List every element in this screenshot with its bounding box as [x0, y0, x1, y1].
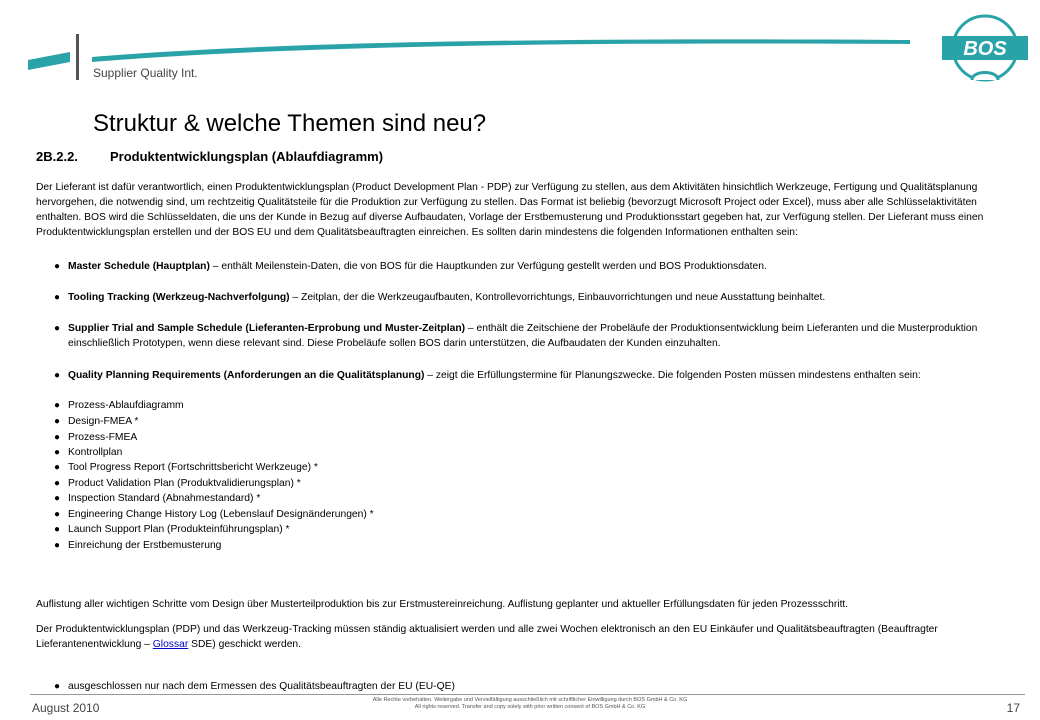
bullet-text: – Zeitplan, der die Werkzeugaufbauten, Kontrollevorrichtungs, Einbauvorrichtungen und neue Ausstattung beinhaltet. [289, 292, 826, 303]
bullet-dot: ● [54, 261, 61, 272]
intro-line: Produktentwicklungsplan erstellen und der BOS EU und dem Qualitätsbeauftragten einreichen. Es sollten darin mindestens die folgenden Informationen enthalten sein: [36, 227, 798, 238]
intro-paragraph [36, 180, 1021, 240]
bullet-text: – zeigt die Erfüllungstermine für Planungszwecke. Die folgenden Posten müssen mindestens enthalten sein: [424, 370, 921, 381]
bullet-dot: ● [54, 370, 61, 381]
rights-en: All rights reserved. Transfer and copy solely with prior written consent of BOS GmbH & Co. KG [414, 704, 646, 710]
bullet-dot: ● [54, 681, 61, 692]
update-line: Der Produktentwicklungsplan (PDP) und das Werkzeug-Tracking müssen ständig aktualisiert werden und alle zwei Wochen elektronisch an den EU Einkäufer und Qualitätsbeauftragten (Beauftragter [36, 624, 938, 635]
update-line-pre: Lieferantenentwicklung – [36, 639, 153, 650]
intro-line: hervorgehen, die notwendig sind, um rechtzeitig Qualitätsteile für die Produktion zur Verfügung zu stellen. Das Format ist beliebig (bevorzugt Microsoft Project oder Excel), muss aber alle Schlüsselaktivitäten [36, 197, 977, 208]
footer-rights [290, 697, 770, 711]
intro-line: Der Lieferant ist dafür verantwortlich, einen Produktentwicklungsplan (Product Development Plan - PDP) zur Verfügung zu stellen, aus dem Aktivitäten hinsichtlich Werkzeuge, Fertigung und Qualitätsplanung [36, 182, 978, 193]
glossar-link[interactable]: Glossar [152, 639, 189, 650]
bullet-text: – enthält Meilenstein-Daten, die von BOS für die Hauptkunden zur Verfügung gestellt werden und BOS Produktionsdaten. [209, 261, 767, 272]
footer-date: August 2010 [32, 701, 100, 715]
update-line-post: SDE) geschickt werden. [188, 639, 302, 650]
section-heading-text: Produktentwicklungsplan (Ablaufdiagramm) [110, 149, 384, 164]
listing-paragraph: Auflistung aller wichtigen Schritte vom Design über Musterteilproduktion bis zur Erstmustereinreichung. Auflistung geplanter und aktueller Erfüllungsdaten für jeden Prozessschritt. [36, 599, 849, 610]
bullet-text-cont: einschließlich Prototypen, wenn diese relevant sind. Diese Probeläufe sollen BOS darin unterstützen, die Aufbaudaten der Kunden einzuhalten. [68, 338, 721, 349]
bullet-bold: Tooling Tracking (Werkzeug-Nachverfolgung) [68, 292, 290, 303]
department-label: Supplier Quality Int. [93, 66, 198, 80]
bullet-dot: ● [54, 292, 61, 303]
intro-line: enthalten. BOS wird die Schlüsseldaten, die uns der Kunde in Bezug auf diverse Aufbaudaten, Vorlage der Erstbemusterung und Produktionsstart gegeben hat, zur Verfügung stellen. Der Lieferant muss einen [36, 212, 984, 223]
bos-logo [942, 14, 1028, 86]
bullet-bold: Supplier Trial and Sample Schedule (Lieferanten-Erprobung und Muster-Zeitplan) [68, 323, 466, 334]
bullet-bold: Quality Planning Requirements (Anforderungen an die Qualitätsplanung) [68, 370, 425, 381]
section-heading [36, 149, 383, 164]
final-bullet-text: ausgeschlossen nur nach dem Ermessen des Qualitätsbeauftragten der EU (EU-QE) [68, 681, 455, 692]
rights-de: Alle Rechte vorbehalten. Weitergabe und Vervielfältigung ausschließlich mit schriftlicher Einwilligung durch BOS GmbH & Co. KG [372, 697, 688, 703]
footer-divider [30, 694, 1025, 695]
update-paragraph [36, 622, 1021, 652]
logo-text: BOS [963, 38, 1007, 60]
section-number: 2B.2.2. [36, 149, 78, 164]
page-number: 17 [1006, 701, 1020, 715]
bullet-dot: ● [54, 323, 61, 334]
bullet-bold: Master Schedule (Hauptplan) [68, 261, 210, 272]
bullet-text: – enthält die Zeitschiene der Probeläufe der Produktionsentwicklung beim Lieferanten und die Musterproduktion [465, 323, 978, 334]
slide-title: Struktur & welche Themen sind neu? [93, 110, 487, 137]
